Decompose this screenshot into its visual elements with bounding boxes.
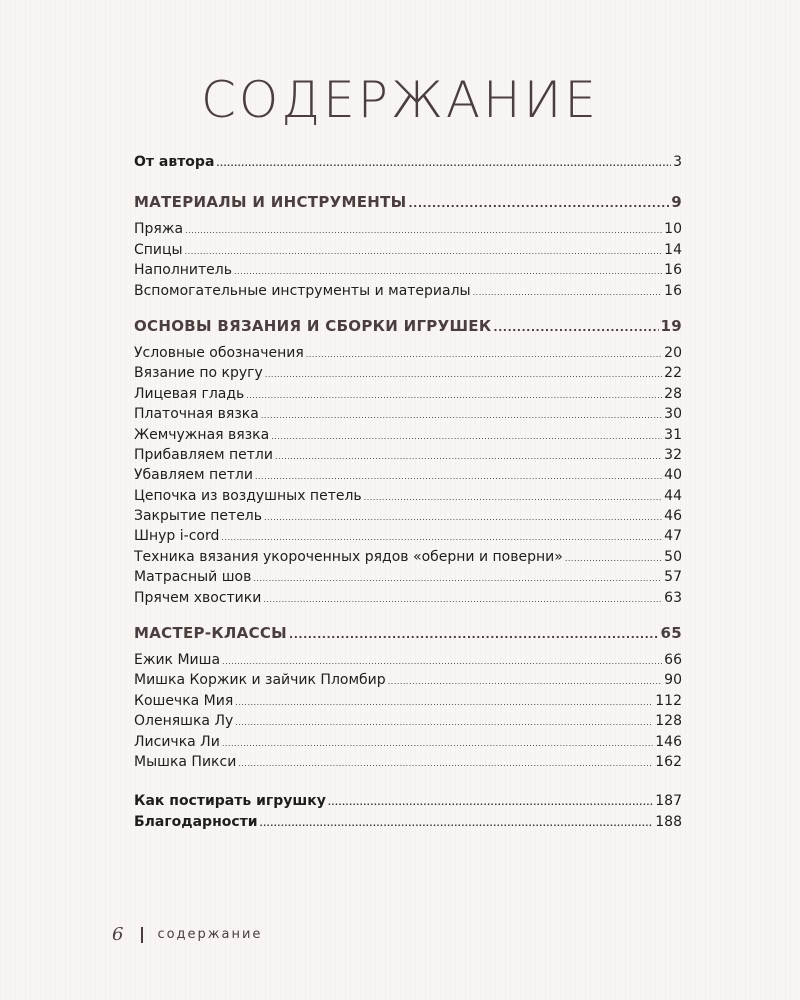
toc-entry[interactable] xyxy=(134,445,682,465)
toc-section-heading[interactable] xyxy=(134,191,682,213)
toc-entry[interactable] xyxy=(134,588,682,608)
page-footer xyxy=(112,924,262,945)
toc-entry-page: 112 xyxy=(655,692,682,709)
toc-entry[interactable] xyxy=(134,732,682,752)
toc-entry-label: Ежик Миша xyxy=(134,652,221,669)
page-title: СОДЕРЖАНИЕ xyxy=(201,71,599,129)
toc-entry[interactable] xyxy=(134,506,682,526)
toc-entry-label: Благодарности xyxy=(134,813,258,830)
toc-entry-label: От автора xyxy=(134,154,215,170)
section-heading-page: 9 xyxy=(671,193,682,212)
toc-entry-label: Мишка Коржик и зайчик Пломбир xyxy=(134,672,386,689)
toc-entry-page: 22 xyxy=(664,365,682,382)
toc-entry[interactable] xyxy=(134,363,682,383)
toc-entry-page: 30 xyxy=(664,406,682,423)
dot-leader xyxy=(275,447,662,467)
dot-leader xyxy=(364,488,663,508)
toc-entry-label: Пряжа xyxy=(134,221,184,238)
dot-leader xyxy=(216,154,671,174)
toc-entry-page: 50 xyxy=(664,548,682,565)
toc-entry[interactable] xyxy=(134,670,682,690)
table-of-contents xyxy=(134,152,682,832)
toc-entry-washing[interactable] xyxy=(134,791,682,811)
dot-leader xyxy=(185,221,662,241)
toc-entry[interactable] xyxy=(134,260,682,280)
toc-entry[interactable] xyxy=(134,486,682,506)
toc-entry-label: Лисичка Ли xyxy=(134,733,220,750)
toc-entry-label: Кошечка Мия xyxy=(134,692,234,709)
dot-leader xyxy=(222,734,653,754)
toc-entry-label: Платочная вязка xyxy=(134,406,259,423)
section-heading-label: МАТЕРИАЛЫ И ИНСТРУМЕНТЫ xyxy=(134,193,407,212)
toc-entry[interactable] xyxy=(134,547,682,567)
dot-leader xyxy=(388,672,663,692)
dot-leader xyxy=(221,528,662,548)
toc-entry-page: 31 xyxy=(664,426,682,443)
page-number: 6 xyxy=(112,924,124,945)
dot-leader xyxy=(493,317,658,339)
toc-entry-author[interactable] xyxy=(134,152,682,172)
toc-entry[interactable] xyxy=(134,526,682,546)
toc-entry-page: 162 xyxy=(655,753,682,770)
toc-entry-label: Прибавляем петли xyxy=(134,446,273,463)
toc-entry-thanks[interactable] xyxy=(134,812,682,832)
toc-entry-page: 66 xyxy=(664,652,682,669)
dot-leader xyxy=(261,406,662,426)
toc-section-heading[interactable] xyxy=(134,315,682,337)
dot-leader xyxy=(473,283,663,303)
toc-entry-page: 47 xyxy=(664,528,682,545)
toc-entry-label: Убавляем петли xyxy=(134,467,253,484)
section-heading-label: МАСТЕР-КЛАССЫ xyxy=(134,624,288,643)
toc-entry-label: Лицевая гладь xyxy=(134,385,245,402)
toc-entry-page: 57 xyxy=(664,569,682,586)
toc-entry[interactable] xyxy=(134,219,682,239)
dot-leader xyxy=(253,569,662,589)
toc-entry-label: Мышка Пикси xyxy=(134,753,237,770)
toc-entry-page: 3 xyxy=(673,154,682,170)
toc-entry-label: Техника вязания укороченных рядов «оберни и поверни» xyxy=(134,548,563,565)
dot-leader xyxy=(260,814,654,834)
toc-entry[interactable] xyxy=(134,650,682,670)
toc-entry-label: Цепочка из воздушных петель xyxy=(134,487,362,504)
toc-entry-label: Жемчужная вязка xyxy=(134,426,270,443)
toc-entry[interactable] xyxy=(134,752,682,772)
toc-entry-label: Спицы xyxy=(134,241,183,258)
footer-divider xyxy=(141,927,143,943)
toc-entry[interactable] xyxy=(134,425,682,445)
footer-section-label: содержание xyxy=(157,927,263,942)
toc-entry[interactable] xyxy=(134,384,682,404)
toc-entry-page: 40 xyxy=(664,467,682,484)
toc-entry[interactable] xyxy=(134,465,682,485)
toc-entry-page: 187 xyxy=(655,793,682,810)
toc-entry-page: 63 xyxy=(664,589,682,606)
toc-entry-label: Прячем хвостики xyxy=(134,589,262,606)
dot-leader xyxy=(265,365,662,385)
toc-entry-label: Вязание по кругу xyxy=(134,365,263,382)
toc-entry-page: 128 xyxy=(655,713,682,730)
toc-entry-page: 46 xyxy=(664,508,682,525)
toc-entry-label: Матрасный шов xyxy=(134,569,252,586)
toc-entry-page: 10 xyxy=(664,221,682,238)
toc-entry-page: 28 xyxy=(664,385,682,402)
dot-leader xyxy=(235,693,653,713)
toc-entry-label: Вспомогательные инструменты и материалы xyxy=(134,282,471,299)
dot-leader xyxy=(222,652,662,672)
toc-entry-label: Как постирать игрушку xyxy=(134,793,326,810)
section-heading-page: 19 xyxy=(660,316,682,335)
dot-leader xyxy=(264,508,662,528)
toc-entry-page: 188 xyxy=(655,813,682,830)
toc-entry[interactable] xyxy=(134,404,682,424)
toc-entry[interactable] xyxy=(134,711,682,731)
dot-leader xyxy=(263,590,662,610)
dot-leader xyxy=(255,467,662,487)
dot-leader xyxy=(185,242,663,262)
toc-entry-label: Закрытие петель xyxy=(134,508,263,525)
dot-leader xyxy=(289,624,658,646)
toc-entry-page: 14 xyxy=(664,241,682,258)
toc-entry[interactable] xyxy=(134,691,682,711)
section-heading-page: 65 xyxy=(660,624,682,643)
toc-entry-page: 16 xyxy=(664,282,682,299)
toc-entry-page: 90 xyxy=(664,672,682,689)
toc-entry[interactable] xyxy=(134,281,682,301)
toc-entry-page: 32 xyxy=(664,446,682,463)
toc-entry-label: Оленяшка Лу xyxy=(134,713,234,730)
toc-entry-page: 44 xyxy=(664,487,682,504)
toc-entry-label: Шнур i-cord xyxy=(134,528,220,545)
toc-entry-page: 20 xyxy=(664,344,682,361)
toc-entry-page: 146 xyxy=(655,733,682,750)
toc-entry[interactable] xyxy=(134,567,682,587)
dot-leader xyxy=(306,345,662,365)
toc-entry-label: Наполнитель xyxy=(134,262,232,279)
toc-entry-label: Условные обозначения xyxy=(134,344,304,361)
toc-entry[interactable] xyxy=(134,240,682,260)
dot-leader xyxy=(246,386,662,406)
dot-leader xyxy=(328,793,653,813)
dot-leader xyxy=(565,549,662,569)
toc-entry[interactable] xyxy=(134,343,682,363)
toc-section-heading[interactable] xyxy=(134,622,682,644)
dot-leader xyxy=(234,262,662,282)
section-heading-label: ОСНОВЫ ВЯЗАНИЯ И СБОРКИ ИГРУШЕК xyxy=(134,316,492,335)
toc-entry-page: 16 xyxy=(664,262,682,279)
dot-leader xyxy=(238,754,653,774)
dot-leader xyxy=(408,193,669,215)
dot-leader xyxy=(235,713,653,733)
dot-leader xyxy=(271,427,662,447)
